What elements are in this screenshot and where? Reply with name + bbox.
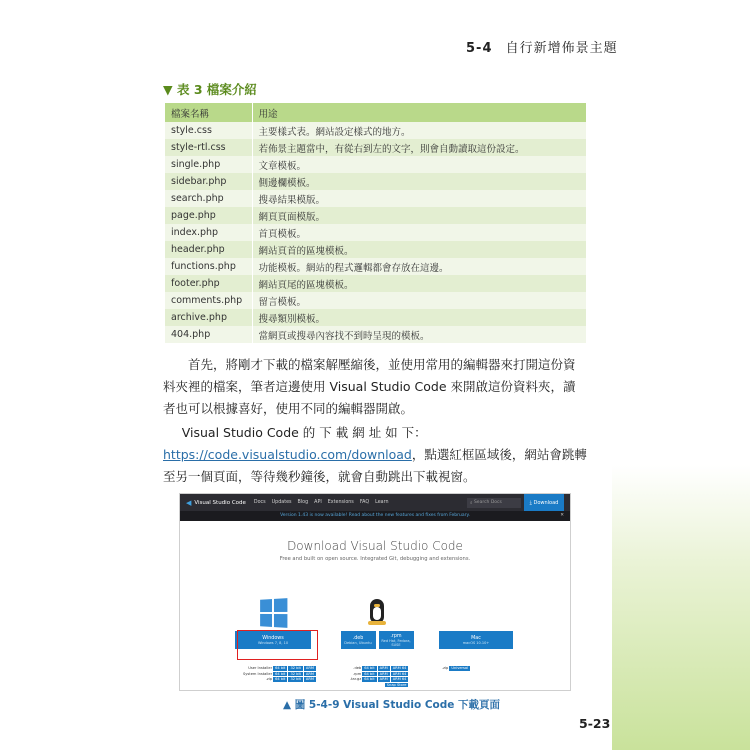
table-row [165, 309, 586, 326]
option-chip-arm[interactable]: ARM [305, 671, 314, 676]
option-label: .zip [265, 677, 273, 682]
file-name-cell: 404.php [165, 326, 252, 343]
paragraph-text: Visual Studio Code 的 下 載 網 址 如 下： [181, 425, 427, 440]
file-purpose-cell: 網站頁尾的區塊模板。 [252, 275, 586, 292]
table-row [165, 207, 586, 224]
table-row [165, 241, 586, 258]
option-chip-arm64[interactable]: ARM 64 [392, 671, 407, 676]
option-chip-32[interactable]: 32 bit [290, 671, 301, 676]
option-chip-arm[interactable]: ARM [379, 677, 388, 682]
option-label: .zip [442, 666, 449, 670]
section-title: 自行新增佈景主題 [505, 41, 618, 56]
section-number: 5-4 [466, 41, 493, 56]
option-chip-arm[interactable]: ARM [379, 666, 388, 670]
paragraph-text: ，點選紅框區域後，網站會跳轉至另一個頁面，等待幾秒鐘後，就會自動跳出下載視窗。 [163, 447, 587, 484]
table-caption: ▼ 表 3 檔案介紹 [163, 82, 257, 97]
nav-updates[interactable]: Updates [271, 500, 292, 505]
table-row [165, 275, 586, 292]
nav-api[interactable]: API [314, 500, 322, 505]
table-row [165, 292, 586, 309]
option-chip-64[interactable]: 64 bit [364, 666, 375, 670]
page-header [466, 37, 618, 56]
vs-navbar [180, 494, 570, 511]
mac-options [442, 666, 470, 672]
file-table [165, 103, 586, 343]
file-purpose-cell: 當網頁或搜尋內容找不到時呈現的模板。 [252, 326, 586, 343]
table-row [165, 224, 586, 241]
option-label: User Installer [248, 666, 273, 670]
table-row [165, 122, 586, 139]
table-header-row [165, 103, 586, 122]
option-chip-64[interactable]: 64 bit [364, 671, 375, 676]
file-name-cell: functions.php [165, 258, 252, 275]
deb-button-label: .deb [352, 635, 364, 641]
file-name-cell: single.php [165, 156, 252, 173]
file-name-cell: style-rtl.css [165, 139, 252, 156]
file-name-cell: header.php [165, 241, 252, 258]
file-purpose-cell: 若佈景主題當中，有從右到左的文字，則會自動讀取這份設定。 [252, 139, 586, 156]
vscode-download-screenshot [179, 493, 571, 691]
file-purpose-cell: 搜尋結果模版。 [252, 190, 586, 207]
nav-extensions[interactable]: Extensions [327, 500, 354, 505]
option-chip-arm[interactable]: ARM [305, 677, 314, 682]
vs-brand[interactable]: Visual Studio Code [194, 499, 246, 506]
mac-button-sub: macOS 10.10+ [462, 640, 490, 645]
option-chip-32[interactable]: 32 bit [290, 677, 301, 682]
file-name-cell: search.php [165, 190, 252, 207]
nav-faq[interactable]: FAQ [359, 500, 370, 505]
option-label: .rpm [352, 671, 362, 676]
download-subtitle: Free and built on open source. Integrated Git, debugging and extensions. [279, 556, 471, 562]
table-row [165, 173, 586, 190]
nav-blog[interactable]: Blog [297, 500, 309, 505]
page-number: 5-23 [579, 716, 611, 731]
vscode-logo-icon: ◀ [186, 498, 192, 507]
windows-options [243, 666, 316, 683]
mac-download-button[interactable] [439, 631, 513, 649]
option-chip-64[interactable]: 64 bit [364, 677, 375, 682]
table-row [165, 190, 586, 207]
table-body [165, 122, 586, 343]
file-name-cell: sidebar.php [165, 173, 252, 190]
rpm-button-label: .rpm [390, 633, 402, 639]
column-header: 用途 [252, 103, 586, 122]
file-purpose-cell: 功能模板。網站的程式邏輯都會存放在這邊。 [252, 258, 586, 275]
file-name-cell: archive.php [165, 309, 252, 326]
file-name-cell: style.css [165, 122, 252, 139]
file-purpose-cell: 留言模板。 [252, 292, 586, 309]
file-purpose-cell: 網頁頁面模版。 [252, 207, 586, 224]
linux-options [350, 666, 408, 688]
release-banner-text[interactable]: Version 1.43 is now available! Read about the new features and fixes from February. [280, 513, 470, 518]
release-banner [180, 511, 570, 521]
nav-download-button[interactable] [524, 494, 564, 511]
option-chip-32[interactable]: 32 bit [290, 666, 301, 670]
file-purpose-cell: 搜尋類別模板。 [252, 309, 586, 326]
option-chip-64[interactable]: 64 bit [275, 677, 286, 682]
body-paragraph-2 [163, 422, 587, 488]
file-name-cell: page.php [165, 207, 252, 224]
option-chip-arm[interactable]: ARM [305, 666, 314, 670]
nav-docs[interactable]: Docs [253, 500, 266, 505]
table-row [165, 156, 586, 173]
windows-logo-icon [235, 590, 311, 626]
search-placeholder: Search Docs [473, 500, 502, 505]
deb-download-button[interactable] [341, 631, 376, 649]
option-chip-universal[interactable]: Universal [451, 666, 469, 670]
file-name-cell: footer.php [165, 275, 252, 292]
download-icon: ⤓ [529, 499, 534, 506]
nav-learn[interactable]: Learn [375, 500, 389, 505]
option-label: .tar.gz [350, 677, 362, 682]
file-purpose-cell: 主要樣式表。網站設定樣式的地方。 [252, 122, 586, 139]
close-icon[interactable]: ✕ [560, 513, 564, 518]
mac-button-label: Mac [471, 635, 481, 641]
option-label: System Installer [243, 671, 273, 676]
search-icon: ⌕ [470, 500, 474, 506]
option-chip-arm[interactable]: ARM [379, 671, 388, 676]
file-name-cell: comments.php [165, 292, 252, 309]
option-chip-arm64[interactable]: ARM 64 [392, 666, 407, 670]
table-row [165, 139, 586, 156]
table-row [165, 326, 586, 343]
download-title: Download Visual Studio Code [287, 539, 463, 553]
side-decoration-strip [612, 0, 750, 750]
windows-button-sub: Windows 7, 8, 10 [257, 640, 289, 645]
mac-download-block [438, 590, 514, 649]
snap-store-chip[interactable]: Snap Store [386, 682, 407, 687]
column-header: 檔案名稱 [165, 103, 252, 122]
rpm-button-sub: Red Hat, Fedora, SUSE [381, 638, 411, 647]
windows-button-label: Windows [262, 635, 284, 641]
figure-caption: ▲ 圖 5-4-9 Visual Studio Code 下載頁面 [283, 699, 501, 711]
linux-tux-icon [339, 590, 415, 626]
linux-download-block [339, 590, 415, 649]
option-chip-arm64[interactable]: ARM 64 [392, 677, 407, 682]
rpm-download-button[interactable] [379, 631, 414, 649]
body-paragraph-1: 首先，將剛才下載的檔案解壓縮後，並使用常用的編輯器來打開這份資料夾裡的檔案，筆者這邊使用 Visual Studio Code 來開啟這份資料夾，讀者也可以根據喜好，使用不同的編輯器開啟。 [163, 357, 576, 416]
search-box[interactable] [467, 498, 521, 508]
option-chip-64[interactable]: 64 bit [275, 671, 286, 676]
file-purpose-cell: 側邊欄模板。 [252, 173, 586, 190]
file-name-cell: index.php [165, 224, 252, 241]
file-purpose-cell: 文章模板。 [252, 156, 586, 173]
download-url-link[interactable]: https://code.visualstudio.com/download [163, 447, 412, 462]
file-purpose-cell: 首頁模板。 [252, 224, 586, 241]
nav-download-label: Download [533, 499, 559, 506]
table-row [165, 258, 586, 275]
file-purpose-cell: 網站頁首的區塊模板。 [252, 241, 586, 258]
deb-button-sub: Debian, Ubuntu [344, 640, 372, 645]
option-label: .deb [353, 666, 362, 670]
option-chip-64[interactable]: 64 bit [275, 666, 286, 670]
windows-highlight-frame [237, 630, 318, 660]
